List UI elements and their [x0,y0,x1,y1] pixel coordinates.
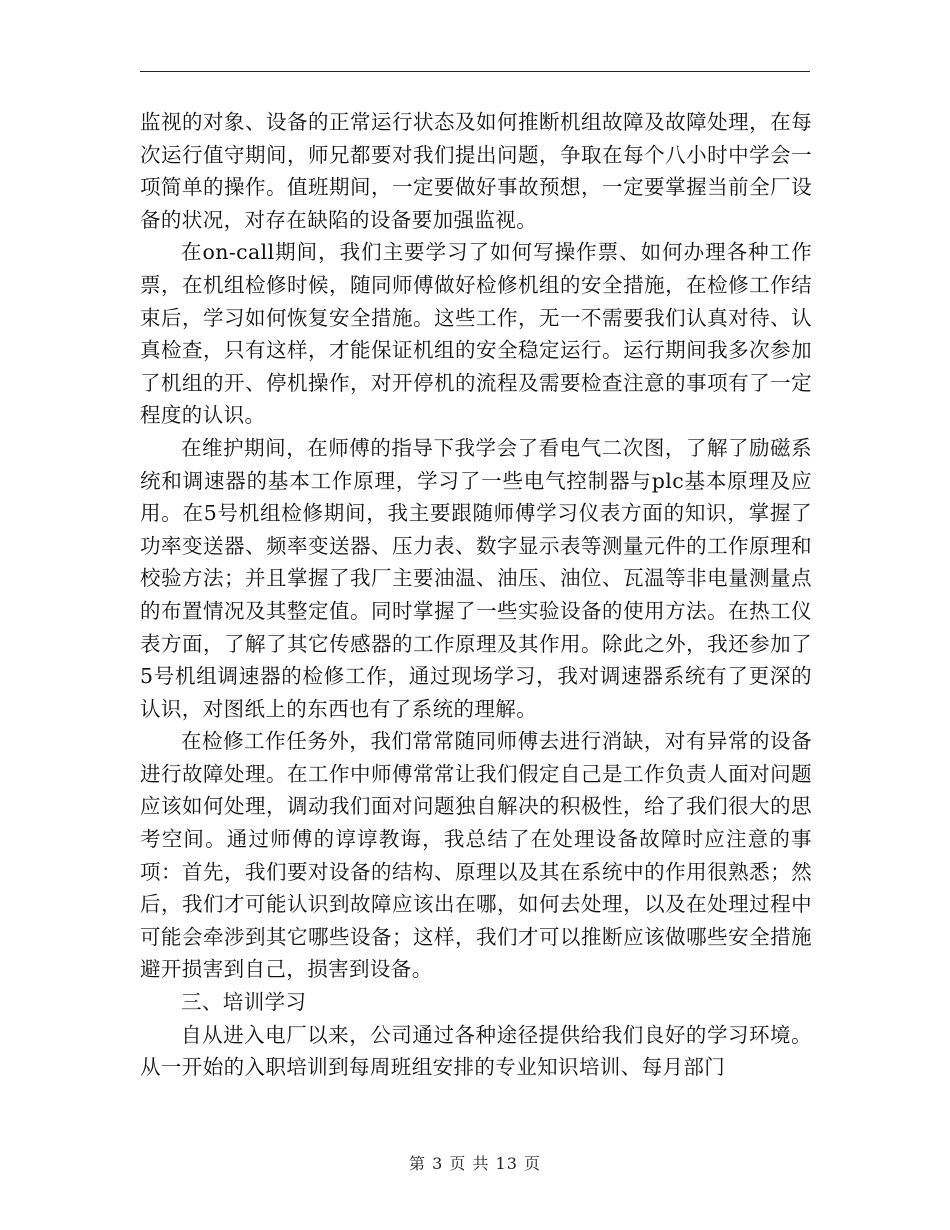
paragraph-defect-handling: 在检修工作任务外，我们常常随同师傅去进行消缺，对有异常的设备进行故障处理。在工作中师傅常常让我们假定自己是工作负责人面对问题应该如何处理，调动我们面对问题独自解决的积极性，给了我们很大的思考空间。通过师傅的谆谆教诲，我总结了在处理设备故障时应注意的事项：首先，我们要对设备的结构、原理以及其在系统中的作用很熟悉；然后，我们才可能认识到故障应该出在哪，如何去处理，以及在处理过程中可能会牵涉到其它哪些设备；这样，我们才可以推断应该做哪些安全措施避开损害到自己，损害到设备。 [140,729,812,982]
paragraph-maintenance: 在维护期间，在师傅的指导下我学会了看电气二次图，了解了励磁系统和调速器的基本工作原理，学习了一些电气控制器与plc基本原理及应用。在5号机组检修期间，我主要跟随师傅学习仪表方面的知识，掌握了功率变送器、频率变送器、压力表、数字显示表等测量元件的工作原理和校验方法；并且掌握了我厂主要油温、油压、油位、瓦温等非电量测量点的布置情况及其整定值。同时掌握了一些实验设备的使用方法。在热工仪表方面，了解了其它传感器的工作原理及其作用。除此之外，我还参加了5号机组调速器的检修工作，通过现场学习，我对调速器系统有了更深的认识，对图纸上的东西也有了系统的理解。 [140,435,812,721]
page-number-footer: 第 3 页 共 13 页 [409,1154,541,1173]
document-body [140,106,812,1084]
header-rule [140,71,810,72]
paragraph-on-call: 在on-call期间，我们主要学习了如何写操作票、如何办理各种工作票，在机组检修时候，随同师傅做好检修机组的安全措施，在检修工作结束后，学习如何恢复安全措施。这些工作，无一不需要我们认真对待、认真检查，只有这样，才能保证机组的安全稳定运行。运行期间我多次参加了机组的开、停机操作，对开停机的流程及需要检查注意的事项有了一定程度的认识。 [140,240,812,428]
paragraph-continuation: 监视的对象、设备的正常运行状态及如何推断机组故障及故障处理，在每次运行值守期间，师兄都要对我们提出问题，争取在每个八小时中学会一项简单的操作。值班期间，一定要做好事故预想，一定要掌握当前全厂设备的状况，对存在缺陷的设备要加强监视。 [140,110,812,232]
section-heading-training: 三、培训学习 [181,990,307,1015]
paragraph-training: 自从进入电厂以来，公司通过各种途径提供给我们良好的学习环境。从一开始的入职培训到每周班组安排的专业知识培训、每月部门 [140,1022,812,1080]
